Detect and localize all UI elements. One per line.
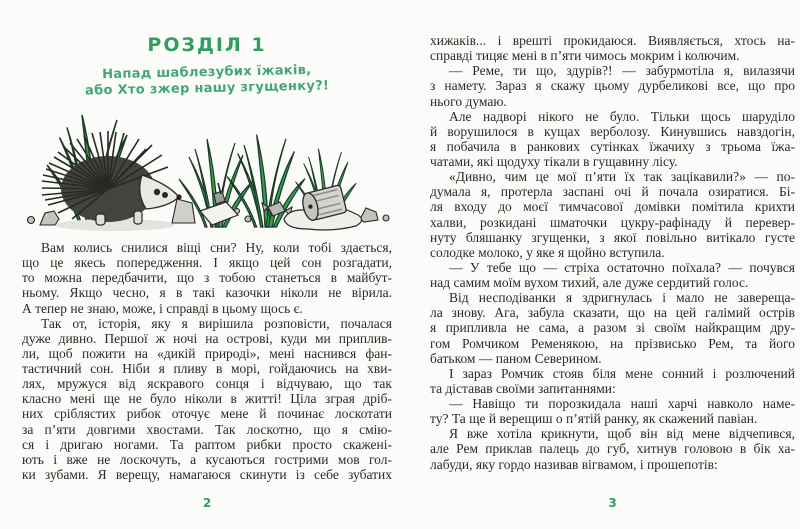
text-line: нього думаю. (430, 93, 507, 109)
text-line: ки зубами. Я верещу, намагаюся скинути із себе зубатих (22, 466, 392, 482)
text-line: то можна передбачити, що з тобою станеться в майбут- (22, 270, 392, 286)
text-line: гом Ромчиком Ременякою, на прізвисько Рем, та його (430, 335, 795, 351)
chapter-title: РОЗДІЛ 1 (147, 34, 267, 56)
text-line: ля входу до моєї тимчасової домівки помітила крихти (430, 199, 795, 215)
left-page-text (22, 240, 392, 482)
text-line: тастичний сон. Ніби я пливу в морі, гойдаючись на хви- (22, 361, 392, 376)
text-line: ту? Та ще й верещиш о п’ятій ранку, як скажений павіан. (430, 411, 758, 427)
text-line: дуже дивно. Першої ж ночі на острові, куди ми приплив- (22, 330, 392, 346)
text-line: лях, мружуся від яскравого сонця і відчуваю, що так (22, 376, 392, 392)
text-line: але Рем приклав палець до губ, хитнув головою в бік ха- (430, 441, 795, 457)
left-page (22, 0, 392, 529)
text-line: них сріблястих рибок оточує мене й починає лоскотати (22, 406, 392, 422)
text-line: чатами, які щодуху тікали в гущавину лісу. (430, 154, 678, 169)
right-page-number: 3 (608, 496, 617, 510)
text-line: Але надворі нікого не було. Тільки щось шаруділо (449, 108, 795, 124)
text-line: солодке молоко, у яке я щойно вступила. (430, 244, 665, 260)
text-line: хижаків... і врешті прокидаюся. Виявляється, хтось на- (430, 33, 795, 48)
text-line: Вам колись снилися віщі сни? Ну, коли тобі здається, (41, 240, 392, 255)
text-line: класно мені ще не було ніколи в житті! Ціла зграя дріб- (22, 391, 392, 407)
text-line: та діставав своїми запитаннями: (430, 380, 616, 396)
text-line: ньому. Якщо чесно, я в такі казочки ніколи не вірила. (22, 285, 392, 301)
text-line: що це якесь попередження. І якщо цей сон розгадати, (22, 255, 392, 271)
left-page-number: 2 (202, 496, 212, 510)
chapter-subtitle-line2: або Хто зжер нашу згущенку?! (84, 78, 330, 99)
text-line: «Дивно, чим це мої п’яти їх так зацікавили?» — по- (449, 169, 795, 185)
text-line: Я вже хотіла крикнути, щоб він від мене відчепився, (449, 426, 795, 442)
text-line: Так от, історія, яку я вирішила розповісти, почалася (41, 315, 392, 331)
text-line: ся і дригаю ногами. Та раптом рибки просто скажені- (22, 436, 392, 452)
text-line: А тепер не знаю, може, і справді в цьому щось є. (22, 300, 303, 316)
chapter-subtitle-line1: Напад шаблезубих їжаків, (102, 62, 312, 83)
text-line: нуту бляшанку згущенки, з якої повільно витікало густе (430, 229, 795, 245)
text-line: я припливла не сама, а разом зі своїм найкращим дру- (430, 320, 795, 336)
text-line: ють і вже не лоскочуть, а кусаються гострими мов гол- (22, 451, 392, 467)
text-line: батьком — паном Северином. (430, 350, 602, 366)
text-line: І зараз Ромчик стояв біля мене сонний і розлючений (449, 365, 795, 381)
text-line: халви, розкидані шматочки цукру-рафінаду й перевер- (430, 214, 795, 230)
text-line: — Навіщо ти порозкидала наші харчі навколо наме- (449, 396, 795, 411)
text-line: ла знову. Ага, забула сказати, що на цей галімий острів (430, 305, 795, 321)
text-line: думала я, протерла заспані очі й почала озиратися. Бі- (430, 184, 795, 200)
right-page (430, 0, 795, 529)
text-line: справді тицяє мені в п’яти чимось мокрим і колючим. (430, 48, 740, 64)
text-line: за п’яти довгими хвостами. Так лоскотно, що я смію- (22, 421, 392, 437)
text-line: над самим моїм вухом тихий, але дуже сердитий голос. (430, 275, 749, 290)
text-line: ли, щоб пожити на «дикій природі», мені наснився фан- (22, 345, 392, 361)
right-page-text (430, 33, 795, 472)
text-line: лабуди, яку гордо називав вігвамом, і прошепотів: (430, 456, 718, 472)
text-line: й ворушилося в кущах верболозу. Кинувшись навздогін, (430, 123, 795, 139)
text-line: Від несподіванки я здригнулась і мало не завереща- (449, 290, 795, 306)
text-line: — Реме, ти що, здурів?! — забурмотіла я, вилазячи (449, 63, 795, 79)
text-line: — У тебе що — стріха остаточно поїхала? — почувся (449, 259, 795, 275)
text-line: з намету. Зараз я скажу цьому дурбеликові все, що про (430, 78, 795, 94)
text-line: я побачила в ранкових сутінках їжачиху з трьома їжа- (430, 138, 795, 154)
chapter-subtitle (22, 61, 393, 101)
hedgehog-illustration (22, 99, 392, 237)
